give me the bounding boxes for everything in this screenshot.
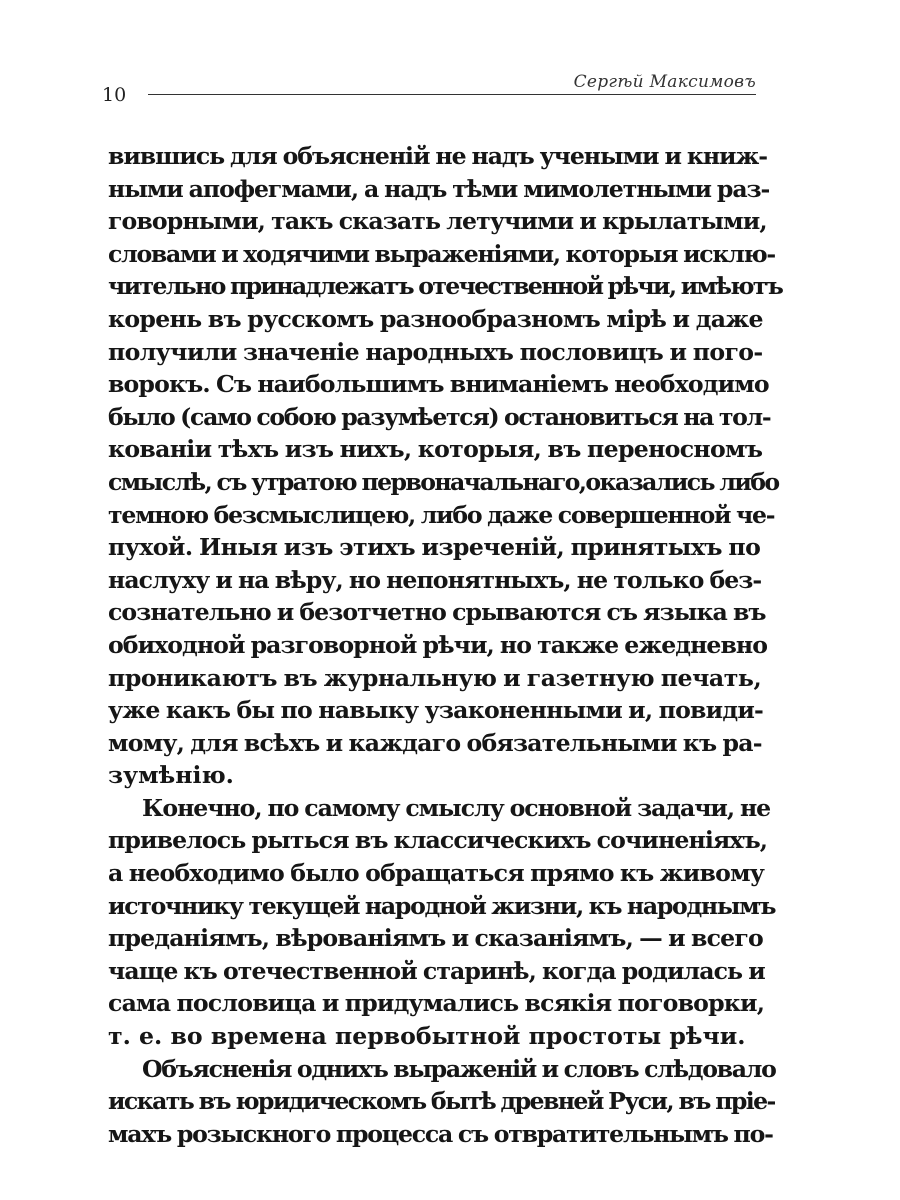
text-line: зумѣнію. xyxy=(108,761,234,790)
text-line: сама пословица и придумались всякія поговорки, xyxy=(108,989,765,1018)
text-line: говорными, такъ сказать летучими и крылатыми, xyxy=(108,207,767,236)
text-line: смыслѣ, съ утратою первоначальнаго,оказались либо xyxy=(108,467,779,496)
page-header xyxy=(102,72,756,106)
text-line: а необходимо было обращаться прямо къ живому xyxy=(108,859,765,888)
text-line: получили значеніе народныхъ пословицъ и пого- xyxy=(108,337,763,366)
text-line: вившись для объясненій не надъ учеными и книж- xyxy=(108,142,767,170)
text-line: ворокъ. Съ наибольшимъ вниманіемъ необходимо xyxy=(108,370,769,399)
text-line: уже какъ бы по навыку узаконенными и, повиди- xyxy=(108,696,764,725)
text-line: чаще къ отечественной старинѣ, когда родилась и xyxy=(108,956,765,985)
text-line: ными апофегмами, а надъ тѣми мимолетными раз- xyxy=(108,174,770,203)
text-line: было (само собою разумѣется) остановиться на тол- xyxy=(108,402,771,431)
paragraph-1 xyxy=(108,140,783,792)
text-line: словами и ходячими выраженіями, которыя исклю- xyxy=(108,239,775,268)
body-text xyxy=(108,140,783,1150)
text-line: корень въ русскомъ разнообразномъ мірѣ и даже xyxy=(108,304,763,333)
page-number: 10 xyxy=(102,84,127,106)
text-line: проникаютъ въ журнальную и газетную печать, xyxy=(108,663,762,692)
text-line: пухой. Иныя изъ этихъ изреченій, принятыхъ по xyxy=(108,533,761,562)
paragraph-2 xyxy=(108,792,776,1053)
text-line: искать въ юридическомъ бытѣ древней Руси, въ пріе- xyxy=(108,1087,775,1116)
text-line: преданіямъ, вѣрованіямъ и сказаніямъ, — и всего xyxy=(108,924,763,953)
text-line: махъ розыскного процесса съ отвратительнымъ по- xyxy=(108,1119,773,1148)
paragraph-3 xyxy=(108,1053,776,1151)
text-line: т. е. во времена первобытной простоты рѣчи. xyxy=(108,1022,746,1051)
text-line: мому, для всѣхъ и каждаго обязательными къ ра- xyxy=(108,728,762,757)
text-line: привелось рыться въ классическихъ сочиненіяхъ, xyxy=(108,826,768,855)
running-title: Сергѣй Максимовъ xyxy=(573,72,756,92)
text-line: темною безсмыслицею, либо даже совершенной че- xyxy=(108,500,775,529)
text-line: источнику текущей народной жизни, къ народнымъ xyxy=(108,891,776,920)
text-line: наслуху и на вѣру, но непонятныхъ, не только без- xyxy=(108,565,762,594)
text-line: кованіи тѣхъ изъ нихъ, которыя, въ переносномъ xyxy=(108,435,763,464)
text-line: сознательно и безотчетно срываются съ языка въ xyxy=(108,598,766,627)
text-line: чительно принадлежатъ отечественной рѣчи, имѣютъ xyxy=(108,272,783,301)
text-line: обиходной разговорной рѣчи, но также ежедневно xyxy=(108,630,768,659)
text-line: Объясненія однихъ выраженій и словъ слѣдовало xyxy=(142,1054,776,1083)
header-rule xyxy=(148,94,756,95)
text-line: Конечно, по самому смыслу основной задачи, не xyxy=(142,793,771,822)
